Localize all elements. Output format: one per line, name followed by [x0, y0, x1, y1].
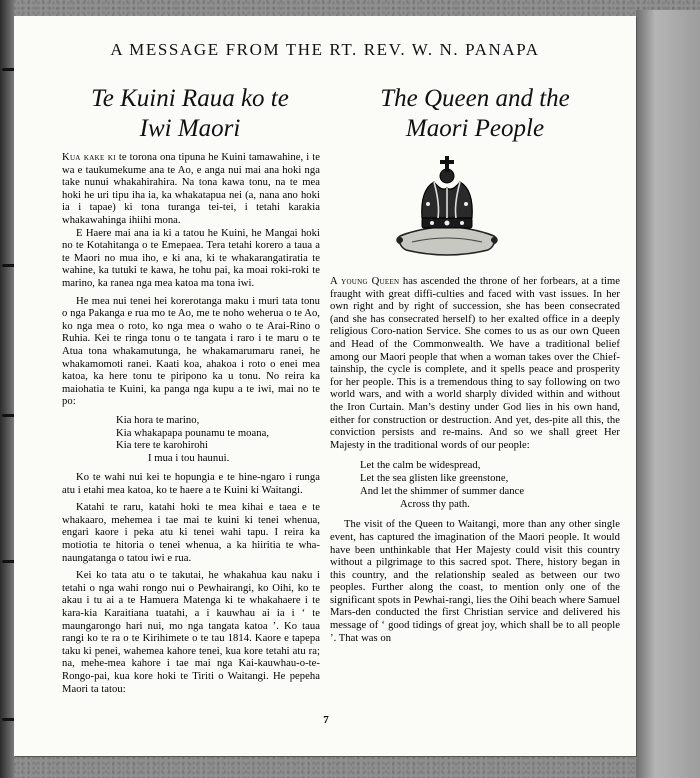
english-lead-words: A young Queen	[330, 276, 400, 287]
maori-text-column	[62, 152, 320, 696]
maori-lead-words: Kua kake ki	[62, 152, 116, 163]
maori-paragraph-1-text: te torona ona tipuna he Kuini tamawahine, i te wa e taukumekume ana te Ao, e anga nui mai ana hoki nga take nunui whakahirahira. Na tona kawa tonu, na te mea hoki he uri tipu iha ia, ka whakatapua nei (a, nana ano hoki ia i tapae) ki tona turanga tei-tei, i tetahi karakia whakawahinga ihiihi mona.	[62, 152, 320, 226]
page-edge-shadow	[636, 10, 700, 778]
maori-verse-line: Kia hora te marino,	[116, 414, 200, 426]
maori-title-line-2: Iwi Maori	[139, 115, 241, 142]
maori-verse	[62, 415, 320, 466]
maori-title-block	[62, 84, 318, 144]
book-binding	[0, 0, 14, 778]
english-title-line-2: Maori People	[405, 115, 545, 142]
english-verse-line: Let the calm be widespread,	[360, 460, 481, 472]
maori-paragraph-3: He mea nui tenei hei korerotanga maku i muri tata tonu o nga Pakanga e rua mo te Ao, me te noho weherua o te Ao, ko nga mea o roto, ko nga mea o waho o te Arai-Rino o Ruhia. Kei te ringa tonu o te tangata i raro i te maru o te Atua tona whakamutunga, he whakamarumaru ranei, he whakamomoti ranei. Kaati koa, ahakoa i roto o enei mea katoa, ka here tonu te piripono ka u tonu. No reira ka maiohatia te Kuini, ka panga nga kupu a te iwi, mai no te po:	[62, 295, 320, 408]
english-verse	[330, 459, 620, 511]
english-verse-line: Across thy path.	[400, 499, 470, 511]
maori-paragraph-2: E Haere mai ana ia ki a tatou he Kuini, he Mangai hoki no te Kotahitanga o te Emepaea. Tera tetahi korero a taua a te Maori no mua iho, e ki ana, ki te whakarangatiratia te wahine, ka tutuki te kawa, he tohu pai, ka moai roki-roki te marino, ka ranea nga mea katoa ma tona iwi.	[62, 227, 320, 289]
maori-title	[62, 84, 318, 144]
crown-on-cushion-icon	[392, 148, 502, 260]
maori-verse-line: Kia whakapapa pounamu te moana,	[116, 427, 270, 439]
maori-title-line-1: Te Kuini Raua ko te	[91, 85, 289, 112]
maori-paragraph-4: Ko te wahi nui kei te hopungia e te hine-ngaro i runga atu i etahi mea katoa, ko te haere a te Kuini ki Waitangi.	[62, 472, 320, 496]
english-verse-line: And let the shimmer of summer dance	[360, 486, 525, 498]
english-paragraph-1-text: has ascended the throne of her forbears, at a time fraught with great diffi-culties and faced with vast issues. In her own right and by right of succession, she has been consecrated (and she has consecrated herself) to her exalted office in a deeply religious Coro-nation Service. She comes to us as our own Queen and Head of the Commonwealth. We have a traditional belief among our Maori people that when a woman takes over the Chief-tainship, the cycle is complete, and it spells peace and prosperity for her people. This is a tremendous thing to say following on two world wars, and with a world sharply divided within and without the Iron Curtain. Man’s destiny under God lies in his own hand, either for construction or destruction. And yet, des-pite all this, the conviction persists and re-mains. And so we shall greet Her Majesty in the traditional words of our people:	[330, 276, 620, 451]
maori-paragraph-5: Katahi te raru, katahi hoki te mea kihai e taea e te whakaaro, mehemea i tae mai te kuini ki tenei whenua, engari kaore i peka atu ki tenei wahi tapu. I reira ka motiotia te hitoria o tenei whenua, a ka hiiritia te wha-naungatanga o tatou iwi e rua.	[62, 502, 320, 564]
maori-paragraph-1	[62, 152, 320, 228]
page-header: A MESSAGE FROM THE RT. REV. W. N. PANAPA	[110, 40, 540, 59]
maori-verse-line: I mua i tou haunui.	[148, 453, 230, 465]
english-title-block	[330, 84, 620, 144]
english-verse-line: Let the sea glisten like greenstone,	[360, 473, 509, 485]
page-number: 7	[323, 714, 329, 726]
english-paragraph-1	[330, 276, 620, 452]
maori-paragraph-6: Kei ko tata atu o te takutai, he whakahua kau naku i tetahi o nga wahi rongo nui o Pewhairangi, ko Oihi, ko te akau i tu ai a te Hamuera Matenga ki te whakahaere i te kara-kia Karaitiana tuatahi, a i kauwhau ai ia i ‘ te maungarongo hari nui, mo nga tangata katoa ’. Ko taua rangi ko te ra o te Kirihimete o te tau 1814. Kaore e tapepa taku ki penei, wahemea kahore tenei, kua kore tetahi atu ra; na, mehe-mea kahore i tae mai nga Kai-kauwhau-o-te-Rongo-pai, kua kore hoki te Tiriti o Waitangi. He pepeha Maori ta tatou:	[62, 570, 320, 695]
english-title-line-1: The Queen and the	[380, 85, 570, 112]
maori-verse-line: Kia tere te karohirohi	[116, 440, 208, 452]
english-text-column	[330, 276, 620, 645]
english-title	[330, 84, 620, 144]
english-paragraph-2: The visit of the Queen to Waitangi, more than any other single event, has captured the imagination of the Maori people. It would have been unthinkable that Her Majesty could visit this country without a pilgrimage to this sacred spot. There, history began in this country, and the relationship sealed as between our two peoples. Further along the coast, to mention only one of the significant spots in Pewhai-rangi, lies the Oihi beach where Samuel Mars-den conducted the first Christian service and delivered his message of ‘ good tidings of great joy, which shall be to all people ’. That was on	[330, 519, 620, 644]
